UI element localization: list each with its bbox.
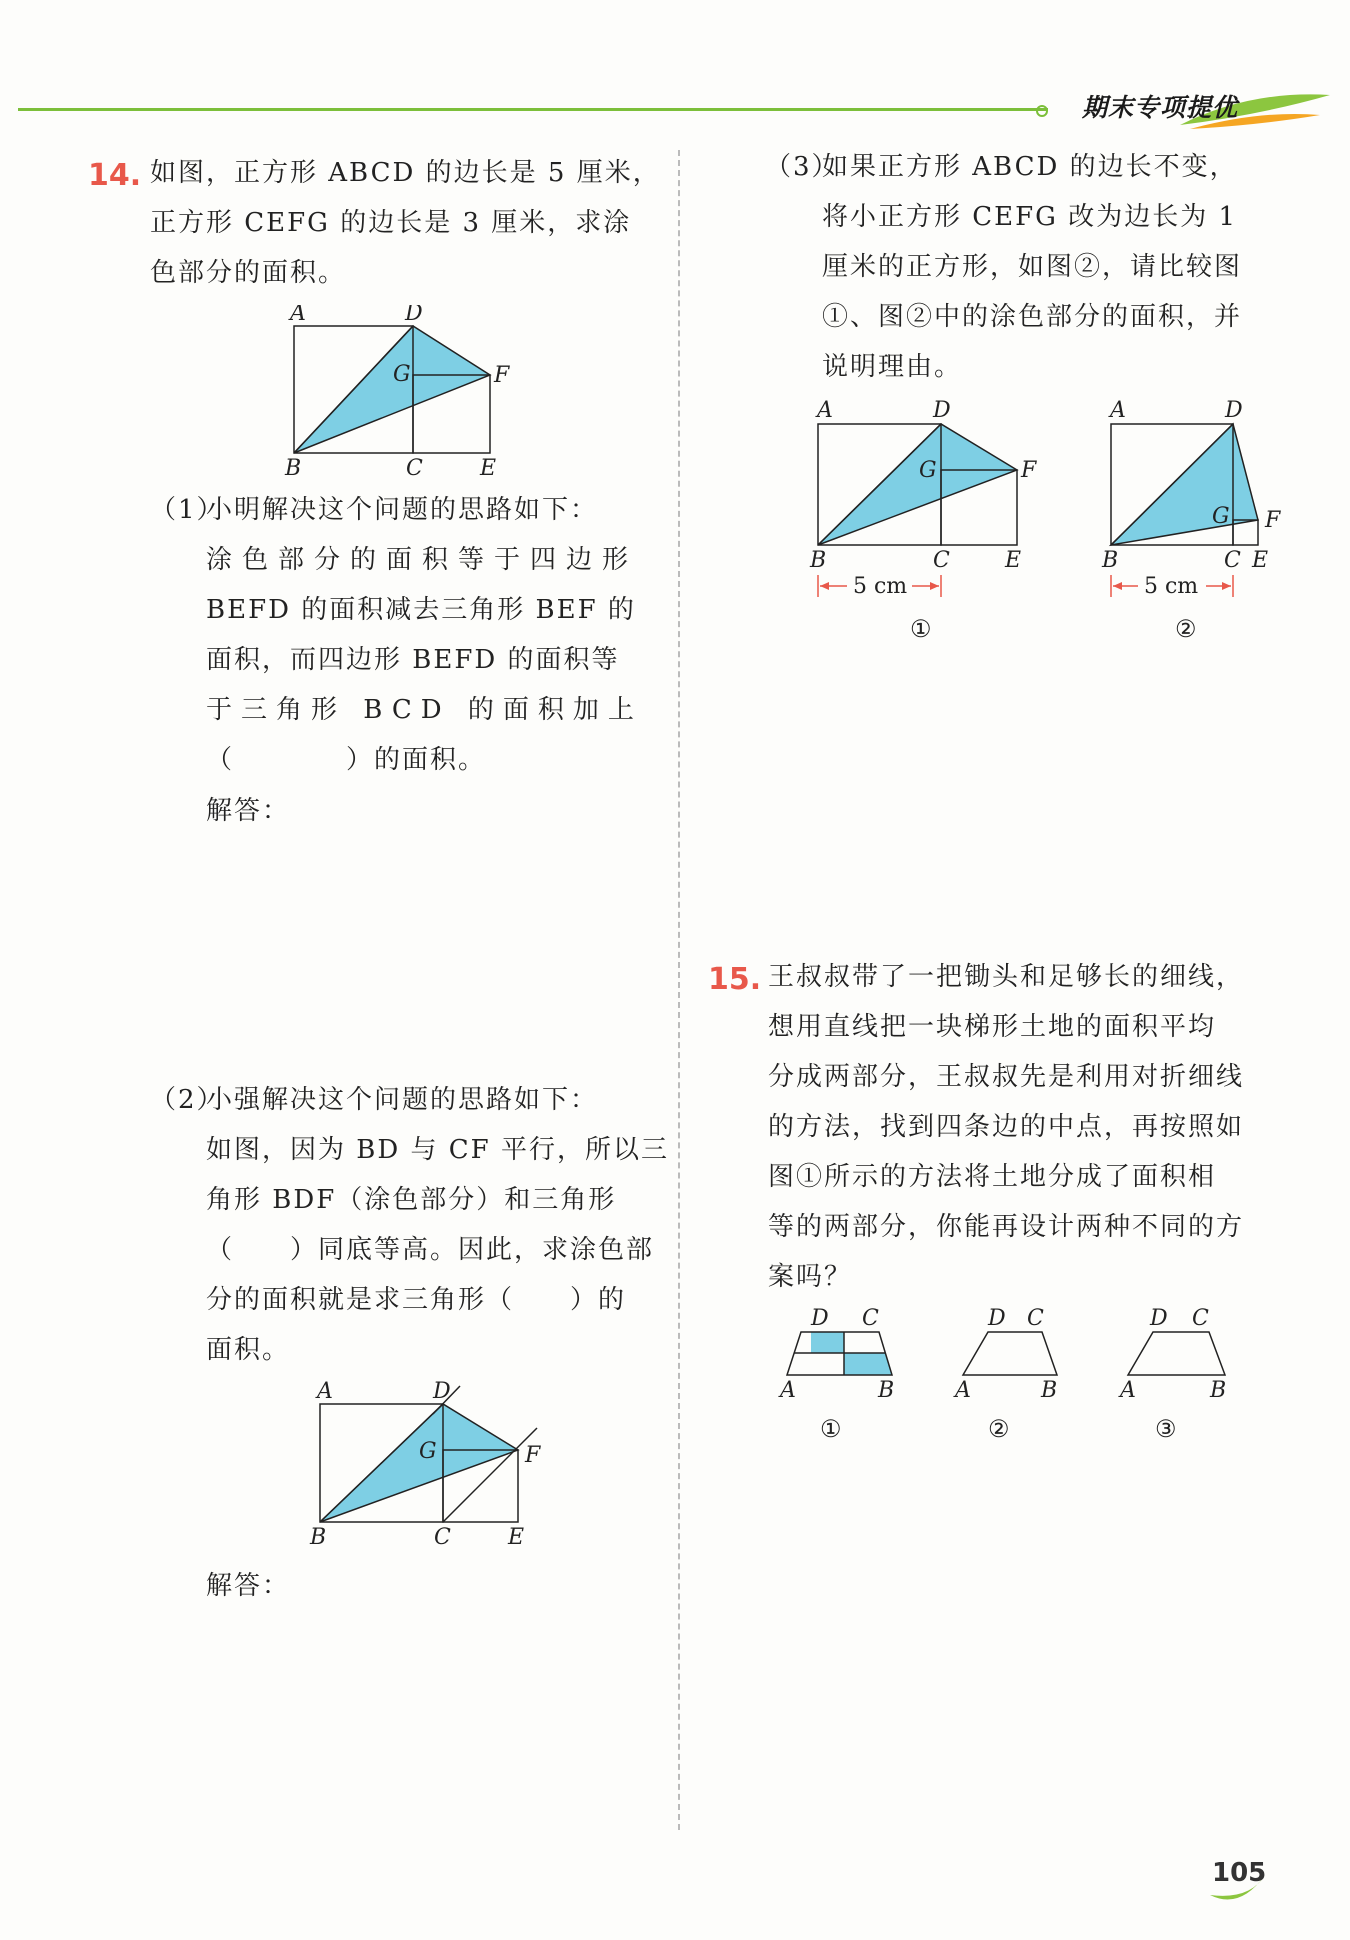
shaded-region-bottom-right	[844, 1353, 892, 1375]
question-14-number: 14.	[88, 158, 142, 193]
label-c: C	[1224, 548, 1241, 573]
part-3-line: 如果正方形 ABCD 的边长不变，	[822, 152, 1238, 182]
shaded-triangle	[294, 326, 490, 453]
trapezoid-caption-1: ①	[820, 1415, 842, 1443]
figure-part-3-1	[805, 395, 1045, 610]
label-a: A	[317, 1380, 333, 1404]
label-b: B	[1041, 1378, 1058, 1403]
label-b: B	[810, 548, 827, 573]
trapezoid-caption-3: ③	[1155, 1415, 1177, 1443]
figure-part-3-2	[1100, 395, 1300, 610]
label-d: D	[433, 1380, 451, 1404]
column-divider	[678, 150, 680, 1830]
question-15-number: 15.	[708, 962, 762, 997]
part-2-line: （ ）同底等高。因此，求涂色部	[206, 1235, 655, 1265]
trapezoid-caption-2: ②	[988, 1415, 1010, 1443]
question-14-stem	[150, 148, 661, 298]
label-d: D	[988, 1306, 1006, 1331]
part-1-line: （ ）的面积。	[206, 745, 487, 775]
label-c: C	[862, 1306, 879, 1331]
part-2-line: 如图，因为 BD 与 CF 平行，所以三	[206, 1135, 669, 1165]
section-title: 期末专项提优	[1082, 93, 1239, 122]
label-c: C	[1192, 1306, 1209, 1331]
label-d: D	[1225, 398, 1243, 423]
label-f: F	[494, 363, 510, 388]
label-d: D	[811, 1306, 829, 1331]
header-rule	[18, 108, 1048, 111]
label-b: B	[1210, 1378, 1227, 1403]
q15-line: 想用直线把一块梯形土地的面积平均	[768, 1012, 1217, 1042]
part-2-line: 面积。	[206, 1335, 291, 1365]
figure-caption-1: ①	[910, 615, 932, 643]
label-g: G	[393, 362, 411, 387]
q15-line: 等的两部分，你能再设计两种不同的方	[768, 1212, 1245, 1242]
part-3-line: 说明理由。	[822, 352, 963, 382]
part-3-line: ①、图②中的涂色部分的面积，并	[822, 302, 1243, 332]
label-c: C	[434, 1525, 451, 1550]
shaded-region-top-left	[811, 1332, 844, 1353]
q15-line: 王叔叔带了一把锄头和足够长的细线，	[768, 962, 1245, 992]
dimension-label: 5 cm	[1144, 574, 1199, 599]
label-a: A	[780, 1378, 796, 1403]
part-1-label: （1）	[150, 495, 225, 525]
label-d: D	[933, 398, 951, 423]
part-2-line: 分的面积就是求三角形（ ）的	[206, 1285, 627, 1315]
label-a: A	[817, 398, 833, 423]
trapezoid-figure-3	[1110, 1305, 1250, 1405]
part-2-line: 角形 BDF（涂色部分）和三角形	[206, 1185, 617, 1215]
label-e: E	[508, 1525, 525, 1550]
label-c: C	[1027, 1306, 1044, 1331]
part-2-answer-label: 解答：	[206, 1571, 291, 1601]
trapezoid-figure-2	[945, 1305, 1085, 1405]
part-3-label: （3）	[765, 152, 840, 182]
q15-line: 的方法，找到四条边的中点，再按照如	[768, 1112, 1245, 1142]
label-e: E	[1252, 548, 1269, 573]
figure-14-main	[280, 305, 520, 480]
label-f: F	[1021, 458, 1037, 483]
part-1-answer-label: 解答：	[206, 796, 291, 826]
page-number: 105	[1212, 1858, 1267, 1888]
label-a: A	[290, 305, 306, 326]
question-15-text	[768, 952, 1244, 1302]
label-g: G	[419, 1439, 437, 1464]
part-2-label: （2）	[150, 1085, 225, 1115]
q15-line: 分成两部分，王叔叔先是利用对折细线	[768, 1062, 1245, 1092]
label-b: B	[878, 1378, 895, 1403]
shaded-triangle	[818, 424, 1017, 545]
label-d: D	[1150, 1306, 1168, 1331]
label-c: C	[406, 456, 423, 480]
figure-caption-2: ②	[1175, 615, 1197, 643]
label-f: F	[1265, 508, 1281, 533]
part-1-text	[206, 485, 643, 785]
trapezoid-figure-1	[770, 1305, 910, 1405]
label-b: B	[1102, 548, 1119, 573]
q15-line: 案吗？	[768, 1262, 853, 1292]
shaded-triangle	[1111, 424, 1258, 545]
dimension-label: 5 cm	[853, 574, 908, 599]
part-1-line: BEFD 的面积减去三角形 BEF 的	[206, 595, 636, 625]
part-1-line: 面积，而四边形 BEFD 的面积等	[206, 645, 620, 675]
label-b: B	[285, 456, 302, 480]
label-d: D	[405, 305, 423, 326]
label-g: G	[919, 458, 937, 483]
part-2-line: 小强解决这个问题的思路如下：	[206, 1085, 599, 1115]
stem-line: 正方形 CEFG 的边长是 3 厘米，求涂	[150, 208, 632, 238]
part-3-text	[822, 142, 1242, 392]
part-3-line: 将小正方形 CEFG 改为边长为 1	[822, 202, 1238, 232]
figure-14-part-2	[305, 1380, 565, 1555]
label-e: E	[1005, 548, 1022, 573]
q15-line: 图①所示的方法将土地分成了面积相	[768, 1162, 1217, 1192]
label-a: A	[1120, 1378, 1136, 1403]
label-a: A	[1110, 398, 1126, 423]
stem-line: 色部分的面积。	[150, 258, 347, 288]
label-g: G	[1212, 504, 1230, 529]
part-2-text	[206, 1075, 669, 1375]
stem-line: 如图，正方形 ABCD 的边长是 5 厘米，	[150, 158, 661, 188]
label-a: A	[955, 1378, 971, 1403]
part-1-line: 于三角形 BCD 的面积加上	[206, 695, 643, 725]
part-1-line: 涂色部分的面积等于四边形	[206, 545, 639, 575]
label-e: E	[480, 456, 497, 480]
part-3-line: 厘米的正方形，如图②，请比较图	[822, 252, 1243, 282]
label-c: C	[933, 548, 950, 573]
label-b: B	[310, 1525, 327, 1550]
label-f: F	[525, 1443, 541, 1468]
part-1-line: 小明解决这个问题的思路如下：	[206, 495, 599, 525]
